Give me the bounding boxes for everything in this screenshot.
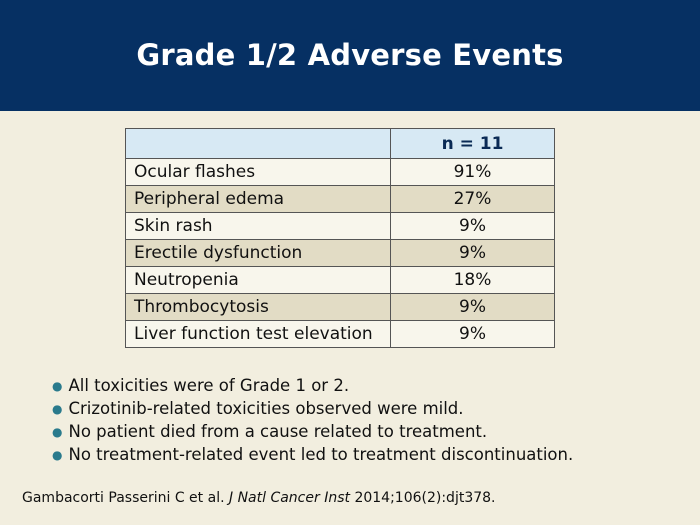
event-percent: 27% bbox=[391, 186, 555, 213]
bullet-text: All toxicities were of Grade 1 or 2. bbox=[68, 376, 350, 395]
table-row bbox=[126, 240, 555, 267]
event-name: Peripheral edema bbox=[126, 186, 391, 213]
table-row bbox=[126, 159, 555, 186]
title-banner bbox=[0, 0, 700, 111]
bullet-text: No treatment-related event led to treatment discontinuation. bbox=[68, 445, 574, 464]
event-name: Ocular flashes bbox=[126, 159, 391, 186]
event-name: Erectile dysfunction bbox=[126, 240, 391, 267]
citation-authors: Gambacorti Passerini C et al. bbox=[22, 490, 225, 506]
slide-title: Grade 1/2 Adverse Events bbox=[136, 38, 564, 72]
table-row bbox=[126, 267, 555, 294]
bullet-icon: ● bbox=[52, 425, 63, 439]
table-row bbox=[126, 213, 555, 240]
event-name: Skin rash bbox=[126, 213, 391, 240]
list-item bbox=[52, 420, 573, 443]
citation-journal: J Natl Cancer Inst bbox=[228, 490, 350, 506]
bullet-icon: ● bbox=[52, 402, 63, 416]
event-percent: 18% bbox=[391, 267, 555, 294]
adverse-events-table bbox=[125, 128, 555, 348]
event-percent: 9% bbox=[391, 213, 555, 240]
citation-details: 2014;106(2):djt378. bbox=[354, 490, 496, 506]
bullet-icon: ● bbox=[52, 448, 63, 462]
event-name: Thrombocytosis bbox=[126, 294, 391, 321]
event-percent: 9% bbox=[391, 321, 555, 348]
table-row bbox=[126, 186, 555, 213]
event-name: Neutropenia bbox=[126, 267, 391, 294]
event-percent: 9% bbox=[391, 240, 555, 267]
table-row bbox=[126, 321, 555, 348]
list-item bbox=[52, 443, 573, 466]
bullet-icon: ● bbox=[52, 379, 63, 393]
event-percent: 9% bbox=[391, 294, 555, 321]
table-header-row bbox=[126, 129, 555, 159]
bullet-list bbox=[52, 374, 573, 466]
citation bbox=[22, 490, 496, 506]
list-item bbox=[52, 397, 573, 420]
table-row bbox=[126, 294, 555, 321]
list-item bbox=[52, 374, 573, 397]
table-header-n: n = 11 bbox=[391, 129, 555, 159]
bullet-text: No patient died from a cause related to treatment. bbox=[68, 422, 488, 441]
event-percent: 91% bbox=[391, 159, 555, 186]
table-header-label bbox=[126, 129, 391, 159]
event-name: Liver function test elevation bbox=[126, 321, 391, 348]
bullet-text: Crizotinib-related toxicities observed were mild. bbox=[68, 399, 464, 418]
